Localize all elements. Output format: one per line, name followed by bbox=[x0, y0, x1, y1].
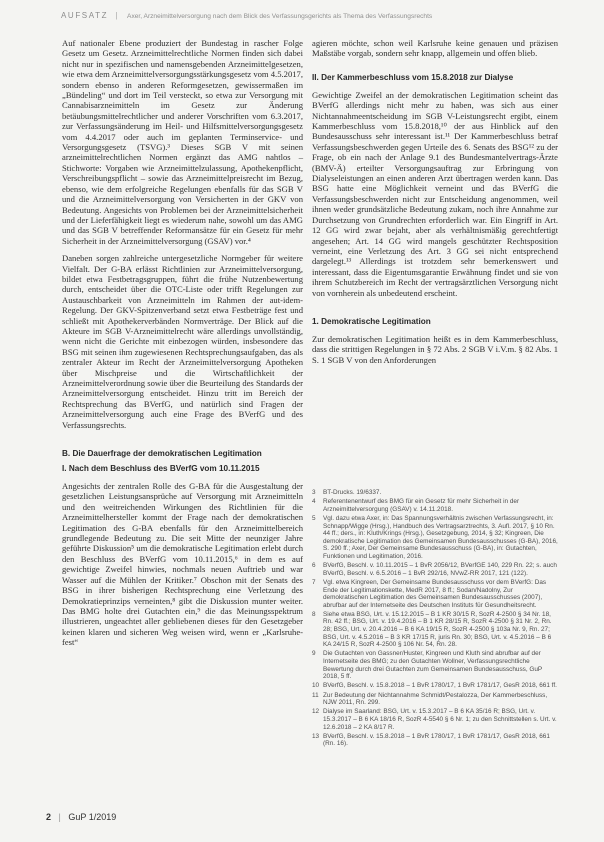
footnote-number: 11 bbox=[312, 691, 319, 699]
header-separator: | bbox=[115, 11, 118, 20]
page-footer bbox=[46, 812, 116, 822]
right-column bbox=[312, 38, 558, 365]
paragraph-normgeber: Daneben sorgen zahlreiche untergesetzliche Normgeber für weitere Vielfalt. Der G-BA erlässt Richtlinien zur Arzneimittelversorgung, bildet etwa Festbetragsgruppen, führt die frühe Nutzenbewertung durch, entscheidet über die OTC-Liste oder trifft Regelungen zur Austauschbarkeit von Arzneimitteln im Rahmen der aut-idem-Regelung. Der GKV-Spitzenverband setzt etwa Festbeträge fest und schließt mit Apothekerverbänden Normverträge. Der Blick auf die Akteure im SGB V-Arzneimittelrecht wäre allerdings unvollständig, wenn nicht die Gerichte mit einbezogen würden, insbesondere das BSG mit seinen ihm zugewiesenen Rechtsprechungsaufgaben, das als zentraler Akteur im Recht der Arzneimittelversorgung Apotheken über Mischpreise und die Wirtschaftlichkeit der Arzneimittelverordnung sowie über die Beurteilung des Standards der Arzneimittelversorgung entscheidet. Hinzu tritt im Bereich der Rechtsprechung das BVerfG, und natürlich sind Fragen der Arzneimittelversorgung auch eine Frage des BVerfG und des Verfassungsrechts. bbox=[62, 253, 303, 430]
footnote bbox=[312, 515, 558, 561]
footnote bbox=[312, 562, 558, 577]
footnote-text: Vgl. dazu etwa Axer, in: Das Spannungsverhältnis zwischen Verfassungsrecht, in: Schnapp/Wigge (Hrsg.), Handbuch des Vertragsarztrechts, 3. Aufl. 2017, § 10 Rn. 44 ff.; ders., in: Kluth/Krings (Hrsg.), Gesetzgebung, 2014, § 32; Kingreen, Die demokratische Legitimation des Gemeinsamen Bundesausschusses (G-BA), 2016, S. 290 ff.; Axer, Der Gemeinsame Bundesausschuss (G-BA), in: Gutachten, Funktionen und Legitimation, 2016. bbox=[323, 514, 558, 560]
footnote-text: BVerfG, Beschl. v. 15.8.2018 – 1 BvR 1780/17, 1 BvR 1781/17, GesR 2018, 661 (Rn. 16). bbox=[323, 732, 550, 748]
paragraph-legitimation: Angesichts der zentralen Rolle des G-BA für die Ausgestaltung der gesetzlichen Leistungsansprüche auf Versorgung mit Arzneimitteln und den weitreichenden Wirkungen des Richtlinien für die Arzneimittelhersteller kommt der Frage nach der demokratischen Legitimation des G-BA ebenfalls für den Arzneimittelbereich grundlegende Bedeutung zu. Die seit Mitte der neunziger Jahre geführte Diskussion⁵ um die demokratische Legitimation erlebt durch den Beschluss des BVerfG vom 10.11.2015,⁶ in dem es auf gewichtige Zweifel hinwies, nochmals neuen Auftrieb und war Wasser auf die Mühlen der Kritiker.⁷ Obschon mit der Senats des BSG in ihrer bisherigen Rechtsprechung eine Verletzung des Demokratieprinzips verneinten,⁸ gibt die Diskussion munter weiter. Das BMG holte drei Gutachten ein,⁹ die das Meinungsspektrum illustrieren, ungeachtet aller gebliebenen dieses für den Gesetzgeber keinen klaren und sicheren Weg weisen wird, wenn er „Karlsruhe-fest“ bbox=[62, 481, 303, 648]
footnote bbox=[312, 498, 558, 513]
footnote-number: 7 bbox=[312, 578, 316, 586]
footnote-number: 6 bbox=[312, 562, 316, 570]
footnote bbox=[312, 489, 558, 497]
paragraph-kammerbeschluss: Gewichtige Zweifel an der demokratischen Legitimation scheint das BVerfG allerdings nicht mehr zu haben, was sich aus einer Nichtannahmeentscheidung im SGB V-Leistungsrecht ergibt, einem Kammerbeschluss vom 15.8.2018,¹⁰ der aus Hinblick auf den Bundesausschuss sehr interessant ist.¹¹ Der Kammerbeschluss betraf Verfassungsbeschwerden gegen Urteile des 6. Senats des BSG¹² zu der Frage, ob ein nach der Anlage 9.1 des Bundesmantelvertrags-Ärzte (BMV-Ä) erteilter Versorgungsauftrag zur Erbringung von Dialyseleistungen an einen anderen Arzt übertragen werden kann. Das BSG hatte eine Möglichkeit verneint und das BVerfG die Verfassungsbeschwerden nicht zur Entscheidung angenommen, weil ihnen weder grundsätzliche Bedeutung zukam, noch ihre Annahme zur Durchsetzung von Grundrechten erforderlich war. Ein Eingriff in Art. 12 GG wird zwar bejaht, aber als verhältnismäßig gerechtfertigt angesehen; Art. 14 GG wird mangels geschützter Rechtsposition verneint, eine Verletzung des Art. 3 GG sei nicht entsprechend dargelegt.¹³ Allerdings ist trotzdem sehr bemerkenswert und interessant, dass die Eigentumsgarantie Erwähnung findet und sie von ihrem Schutzbereich im Recht der vertragsärztlichen Versorgung nicht von vornherein als unbedeutend erscheint. bbox=[312, 89, 558, 298]
footnote-text: BVerfG, Beschl. v. 15.8.2018 – 1 BvR 1780/17, 1 BvR 1781/17, GesR 2018, 661 ff. bbox=[323, 682, 557, 690]
running-title: Axer, Arzneimittelversorgung nach dem Blick des Verfassungsgerichts als Thema des Verfassungsrechts bbox=[127, 13, 433, 20]
paragraph-demokratische-legitimation: Zur demokratischen Legitimation heißt es in dem Kammerbeschluss, dass die strittigen Regelungen in § 72 Abs. 2 SGB V i.V.m. § 82 Abs. 1 S. 1 SGB V von den Anforderungen bbox=[312, 333, 558, 365]
subsection-heading-b1: I. Nach dem Beschluss des BVerfG vom 10.11.2015 bbox=[62, 464, 260, 474]
page-number: 2 bbox=[46, 812, 52, 822]
subsection-heading-ii: II. Der Kammerbeschluss vom 15.8.2018 zur Dialyse bbox=[312, 72, 514, 82]
footnote-number: 3 bbox=[312, 489, 316, 496]
footnote bbox=[312, 708, 558, 731]
footnote bbox=[312, 611, 558, 649]
footnote-number: 12 bbox=[312, 708, 320, 716]
footnote bbox=[312, 692, 558, 707]
footnote bbox=[312, 579, 558, 609]
subsection-heading-1: 1. Demokratische Legitimation bbox=[312, 316, 431, 326]
running-header bbox=[61, 5, 432, 23]
footnote-text: Referentenentwurf des BMG für ein Gesetz für mehr Sicherheit in der Arzneimittelversorgung (GSAV) v. 14.11.2018. bbox=[323, 498, 520, 513]
footnote-number: 13 bbox=[312, 732, 320, 740]
footnote bbox=[312, 650, 558, 680]
footnote-text: Siehe etwa BSG, Urt. v. 15.12.2015 – B 1 KR 30/15 R, SozR 4-2500 § 34 Nr. 18, Rn. 42 ff.; BSG, Urt. v. 19.4.2016 – B 1 KR 28/15 R, SozR 4-2500 § 31 Nr. 2, Rn. 28; BSG, Urt. v. 20.4.2016 – B 6 KA 19/15 R, SozR 4-2500 § 103a Nr. 9, Rn. 27; BSG, Urt. v. 4.5.2016 – B 3 KR 17/15 R, juris Rn. 30; BSG, Urt. v. 4.5.2016 – B 6 KA 24/15 R, SozR 4-2500 § 106 Nr. 54, Rn. 28. bbox=[323, 610, 552, 649]
footnote-number: 8 bbox=[312, 610, 316, 618]
footnote-text: Dialyse im Saarland: BSG, Urt. v. 15.3.2017 – B 6 KA 35/16 R; BSG, Urt. v. 15.3.2017 – B 6 KA 18/16 R, SozR 4-5540 § 6 Nr. 1; zu den Schnittstellen s. Urt. v. 12.6.2018 – 2 KA 8/17 R. bbox=[323, 708, 557, 731]
paragraph-continuation: agieren möchte, schon weil Karlsruhe keine genauen und präzisen Maßstäbe vorgab, sondern sehr knapp, allgemein und offen blieb. bbox=[312, 38, 558, 59]
footnote-text: Zur Bedeutung der Nichtannahme Schmidt/Pestalozza, Der Kammerbeschluss, NJW 2011, Rn. 299. bbox=[323, 691, 548, 707]
journal-issue: GuP 1/2019 bbox=[68, 812, 117, 822]
section-heading-b: B. Die Dauerfrage der demokratischen Legitimation bbox=[62, 449, 262, 459]
footnote-text: Vgl. etwa Kingreen, Der Gemeinsame Bundesausschuss vor dem BVerfG: Das Ende der Legitimationskette, MedR 2017, 8 ff.; Sodan/Nadolny, Zur demokratischen Legitimation des Gemeinsamen Bundesausschusses (2007), abrufbar auf der Internetseite des Deutschen Instituts für Gesundheitsrecht. bbox=[323, 578, 547, 609]
footnote bbox=[312, 733, 558, 748]
footnote-text: BT-Drucks. 19/6337. bbox=[323, 489, 382, 496]
footnote-number: 5 bbox=[312, 514, 316, 522]
footnote bbox=[312, 682, 558, 690]
footnote-number: 9 bbox=[312, 650, 316, 658]
left-column bbox=[62, 38, 303, 648]
footer-separator: | bbox=[58, 812, 61, 822]
footnote-text: BVerfG, Beschl. v. 10.11.2015 – 1 BvR 2056/12, BVerfGE 140, 229 Rn. 22; s. auch BVerfG, Beschl. v. 6.5.2016 – 1 BvR 292/16, NVwZ-RR 2017, 121 (122). bbox=[323, 562, 557, 577]
footnote-text: Die Gutachten von Gassner/Huster, Kingreen und Kluth sind abrufbar auf der Internetseite des BMG; zu den Gutachten Wollner, Verfassungsrechtliche Bewertung durch drei Gutachten zum Gemeinsamen Bundesausschuss, GuP 2018, 5 ff. bbox=[323, 650, 543, 681]
footnotes bbox=[312, 489, 558, 750]
footnote-number: 10 bbox=[312, 682, 320, 690]
footnote-number: 4 bbox=[312, 498, 316, 506]
paragraph-intro: Auf nationaler Ebene produziert der Bundestag in rascher Folge Gesetz um Gesetz. Arzneimittelrechtliche Normen finden sich dabei nicht nur in spezifischen und namensgebenden Arzneimittelgesetzen, wie etwa dem Arzneimittelversorgungsstärkungsgesetz vom 4.5.2017, sondern ebenso in anderen Reformgesetzen, gewissermaßen im „Bündeling“ und dort im Teil versteckt, so etwa zur Versorgung mit Cannabisarzneimitteln im Gesetz zur Änderung betäubungsmittelrechtlicher und anderer Vorschriften vom 6.3.2017, zur Verfassungsänderung im Heil- und Hilfsmittelversorgungsgesetz vom 4.4.2017 oder auch im geplanten Terminservice- und Versorgungsgesetz (TSVG).³ Dieses SGB V mit seinen arzneimittelrechtlichen Normen ergänzt das AMG nahtlos – Stichworte: Vorgaben wie Arzneimittelzulassung, Apothekenpflicht, Verschreibungspflicht – sowie das Arzneimittelpreisrecht im Bezug, ebenso, wie dem erfolgreiche Regelungen ebenfalls für das SGB V und die Arzneimittelversorgung von Versicherten in der GKV von Bedeutung. Angesichts von Problemen bei der Arzneimittelsicherheit und der Lieferfähigkeit liegt es wiederum nahe, sowohl um das AMG und das SGB V betreffender Reformansätze für ein Gesetz für mehr Sicherheit in der Arzneimittelversorgung (GSAV) vor.⁴ bbox=[62, 38, 303, 246]
section-label: AUFSATZ bbox=[61, 11, 109, 20]
